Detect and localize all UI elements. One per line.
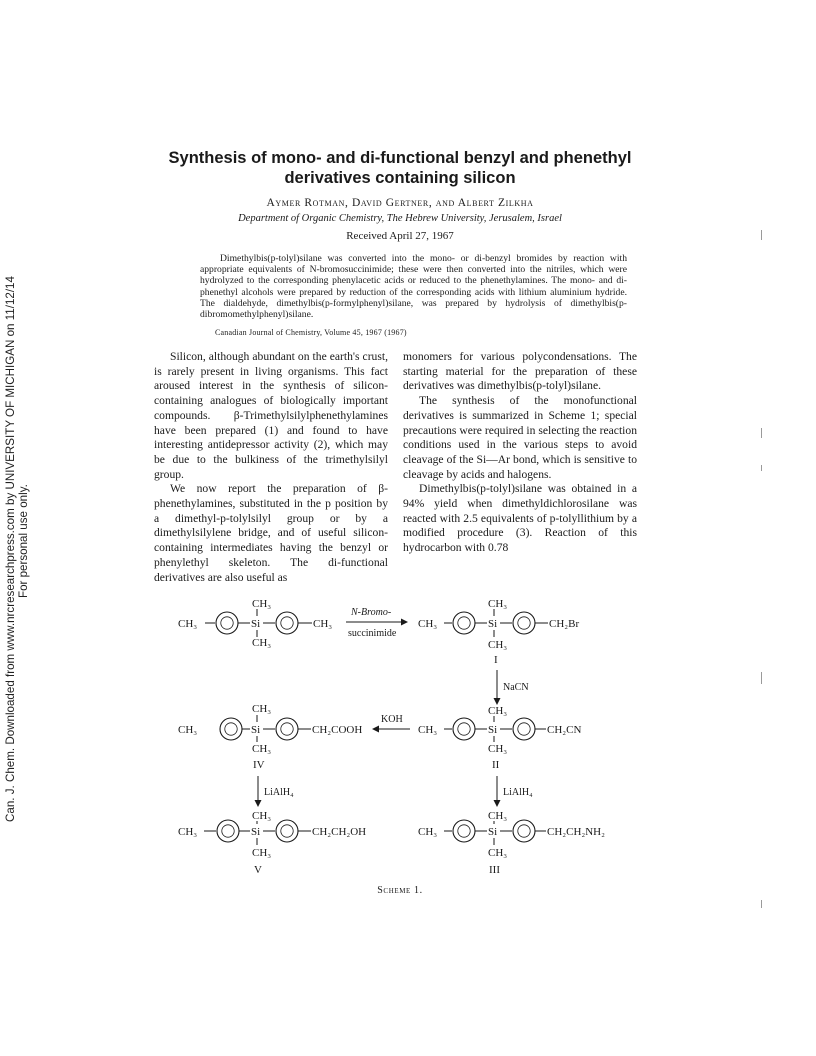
- author-list: Aymer Rotman, David Gertner, and Albert Zilkha: [266, 197, 534, 209]
- svg-text:CH₃: CH₃: [252, 598, 272, 610]
- svg-text:LiAlH₄: LiAlH₄: [264, 787, 294, 798]
- svg-text:CH₃: CH₃: [252, 703, 272, 715]
- paragraph: We now report the preparation of β-phenethylamines, substituted in the p position by a dimethyl-p-tolylsilyl group or by a dimethylsilylene bridge, and of useful silicon-containing intermediates having the benzyl or phenylethyl skeleton. The di-functional derivatives are also useful as: [154, 482, 388, 584]
- reagent-lialh4-right: [497, 776, 533, 806]
- svg-text:Si: Si: [488, 826, 498, 838]
- paragraph: The synthesis of the monofunctional derivatives is summarized in Scheme 1; special precautions were required in selecting the reaction conditions used in the various steps to avoid cleavage of the Si—Ar bond, which is sensitive to cleavage by acids and halogens.: [403, 394, 637, 481]
- compound-III: [418, 810, 605, 876]
- svg-text:II: II: [492, 759, 500, 771]
- svg-text:CH₃: CH₃: [418, 826, 438, 838]
- compound-V: [178, 810, 366, 876]
- svg-text:Si: Si: [488, 618, 498, 630]
- scan-margin-mark: [761, 230, 762, 240]
- svg-text:Si: Si: [251, 724, 261, 736]
- svg-text:Si: Si: [488, 724, 498, 736]
- scan-margin-mark: [761, 672, 762, 684]
- scan-margin-mark: [761, 465, 762, 471]
- starting-silane: [178, 598, 332, 649]
- received-date: Received April 27, 1967: [346, 230, 454, 242]
- svg-text:CH₃: CH₃: [252, 847, 272, 859]
- svg-text:succinimide: succinimide: [348, 628, 397, 639]
- affiliation: Department of Organic Chemistry, The Hebrew University, Jerusalem, Israel: [238, 213, 562, 224]
- svg-text:CH₂Br: CH₂Br: [549, 618, 580, 630]
- svg-text:CH₃: CH₃: [178, 618, 198, 630]
- paragraph: Silicon, although abundant on the earth's crust, is rarely present in living organisms. This fact aroused interest in the synthesis of silicon-containing analogues of biologically important compounds. β-Trimethylsilylphenethylamines have been prepared (1) and found to have interesting antidepressor activity (2), which may be due to the bulkiness of the trimethylsilyl group.: [154, 350, 388, 481]
- reagent-lialh4-left: [258, 776, 294, 806]
- svg-text:IV: IV: [253, 759, 265, 771]
- scan-margin-mark: [761, 900, 762, 908]
- svg-text:CH₂CH₂NH₂: CH₂CH₂NH₂: [547, 826, 605, 838]
- abstract: Dimethylbis(p-tolyl)silane was converted into the mono- or di-benzyl bromides by reaction with appropriate equivalents of N-bromosuccinimide; these were then converted into the nitriles, which were hydrolyzed to the corresponding phenylacetic acids or reduced to the phenethylamines. The mono- and di-phenethyl alcohols were prepared by reduction of the corresponding acids with lithium aluminium hydride. The dialdehyde, dimethylbis(p-formylphenyl)silane, was prepared by hydrolysis of dimethylbis(p-dibromomethylphenyl)silane.: [200, 253, 627, 321]
- reagent-koh: [373, 714, 410, 729]
- svg-text:CH₃: CH₃: [252, 743, 272, 755]
- paragraph: Dimethylbis(p-tolyl)silane was obtained in a 94% yield when dimethyldichlorosilane was reacted with 2.5 equivalents of p-tolyllithium by a modified procedure (3). Reaction of this hydrocarbon with 0.78: [403, 482, 637, 555]
- svg-text:N-Bromo-: N-Bromo-: [351, 607, 392, 618]
- svg-text:LiAlH₄: LiAlH₄: [503, 787, 533, 798]
- scan-margin-mark: [761, 428, 762, 438]
- svg-text:III: III: [489, 864, 500, 876]
- svg-text:Si: Si: [251, 618, 261, 630]
- compound-IV: [178, 703, 362, 771]
- svg-text:CH₂COOH: CH₂COOH: [312, 724, 363, 736]
- svg-text:V: V: [254, 864, 262, 876]
- svg-text:Si: Si: [251, 826, 261, 838]
- svg-text:CH₃: CH₃: [418, 724, 438, 736]
- compound-I: [418, 598, 579, 666]
- svg-text:KOH: KOH: [381, 714, 403, 725]
- svg-text:CH₃: CH₃: [418, 618, 438, 630]
- svg-text:CH₃: CH₃: [488, 705, 508, 717]
- svg-text:CH₂CH₂OH: CH₂CH₂OH: [312, 826, 367, 838]
- journal-citation: Canadian Journal of Chemistry, Volume 45, 1967 (1967): [215, 328, 407, 337]
- svg-text:CH₃: CH₃: [488, 810, 508, 822]
- title-line-2: derivatives containing silicon: [284, 169, 516, 187]
- paragraph: monomers for various polycondensations. The starting material for the preparation of these derivatives was dimethylbis(p-tolyl)silane.: [403, 350, 637, 393]
- title-line-1: Synthesis of mono- and di-functional benzyl and phenethyl: [168, 149, 632, 167]
- svg-text:CH₃: CH₃: [178, 724, 198, 736]
- svg-text:CH₃: CH₃: [313, 618, 333, 630]
- svg-text:CH₂CN: CH₂CN: [547, 724, 582, 736]
- svg-text:CH₃: CH₃: [488, 639, 508, 651]
- svg-text:CH₃: CH₃: [488, 598, 508, 610]
- reagent-nacn: [497, 670, 529, 704]
- svg-text:CH₃: CH₃: [252, 637, 272, 649]
- svg-text:NaCN: NaCN: [503, 682, 529, 693]
- svg-text:CH₃: CH₃: [488, 743, 508, 755]
- scheme-caption: Scheme 1.: [377, 885, 423, 896]
- svg-text:CH₃: CH₃: [252, 810, 272, 822]
- svg-text:CH₃: CH₃: [488, 847, 508, 859]
- svg-text:I: I: [494, 654, 498, 666]
- compound-II: [418, 705, 581, 771]
- reagent-nbs: [346, 607, 407, 639]
- watermark-line-1: Can. J. Chem. Downloaded from www.nrcresearchpress.com by UNIVERSITY OF MICHIGAN on 11/12/14: [4, 276, 17, 822]
- svg-text:CH₃: CH₃: [178, 826, 198, 838]
- watermark-line-2: For personal use only.: [17, 484, 30, 598]
